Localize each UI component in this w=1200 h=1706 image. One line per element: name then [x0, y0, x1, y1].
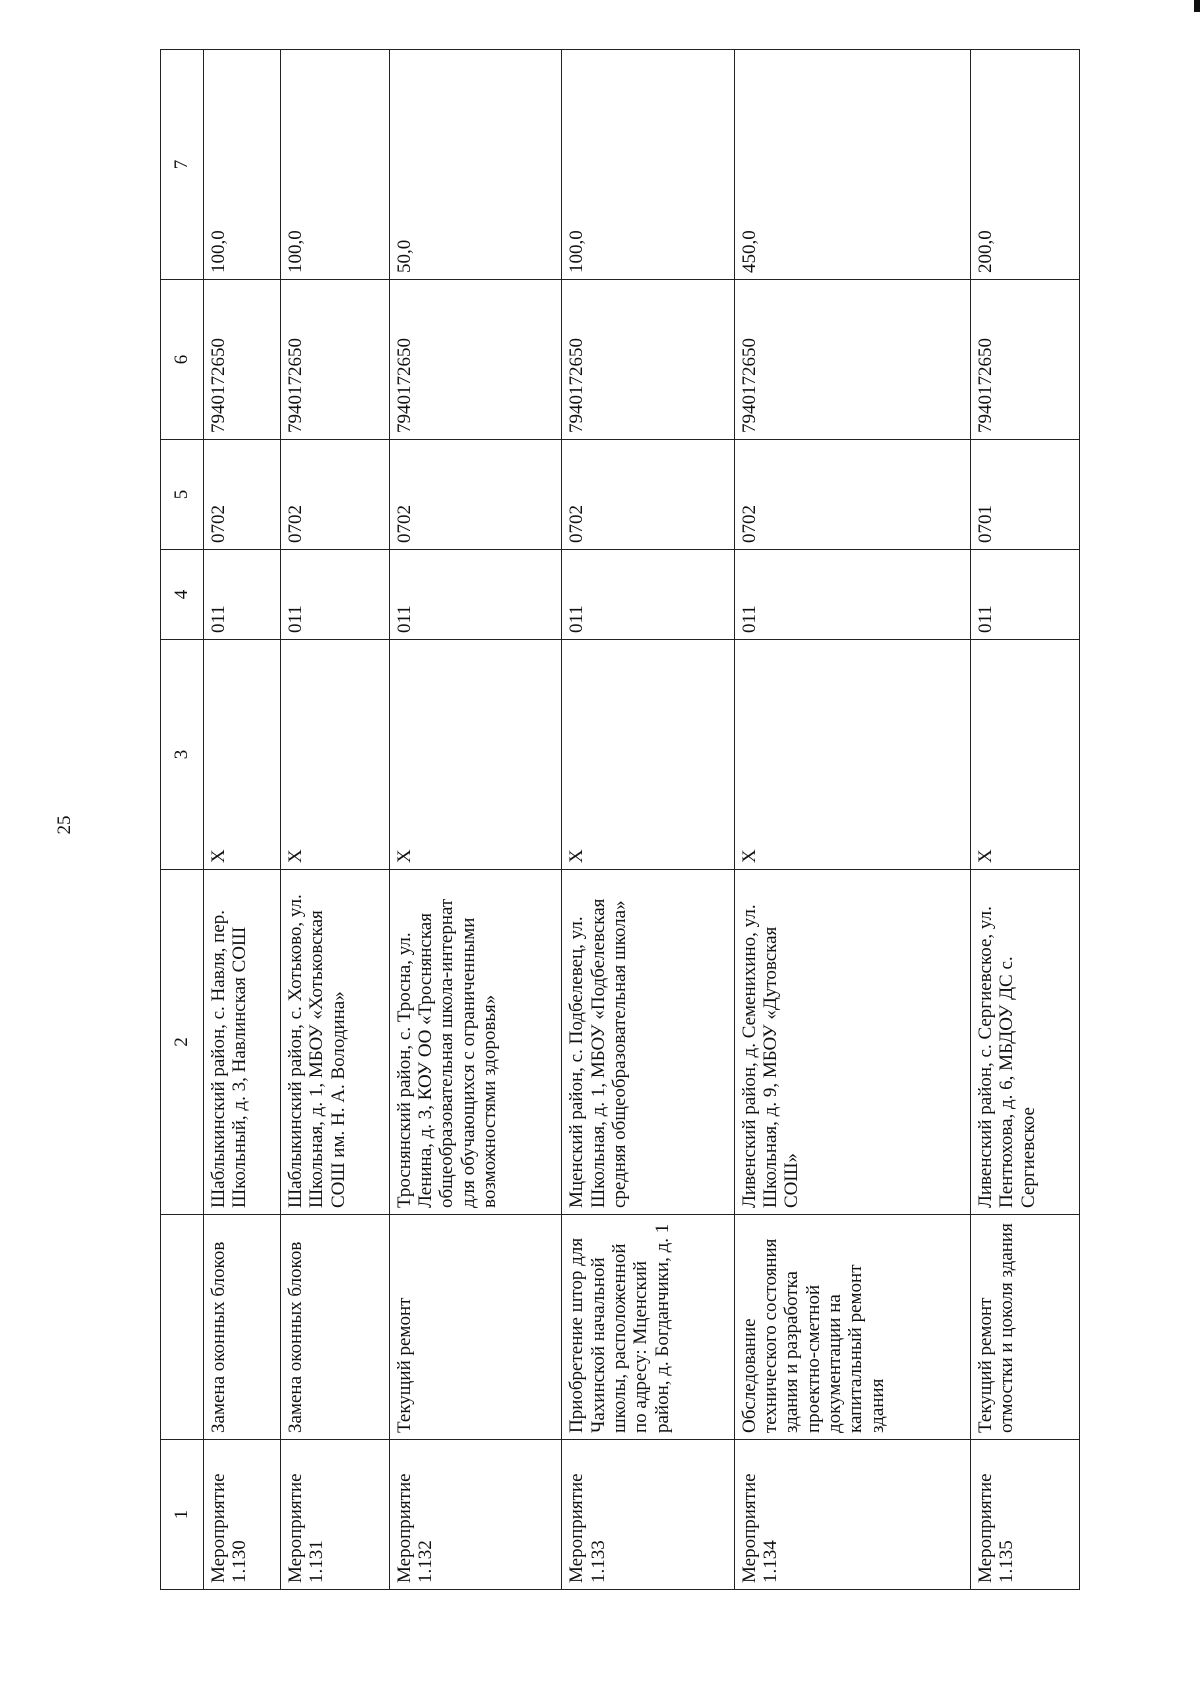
event-cell: Мероприятие 1.132 — [389, 1440, 562, 1590]
col5-cell: 0702 — [204, 440, 281, 550]
col6-cell: 7940172650 — [281, 280, 390, 440]
col6-cell: 7940172650 — [971, 280, 1080, 440]
work-cell: Обследование технического состояния здания и разработка проектно-сметной документации на капитальный ремонт здания — [734, 1215, 970, 1440]
scan-mark — [1194, 0, 1200, 12]
event-cell: Мероприятие 1.130 — [204, 1440, 281, 1590]
col5-cell: 0701 — [971, 440, 1080, 550]
column-header: 4 — [161, 550, 204, 640]
header-row — [161, 50, 204, 1590]
event-cell: Мероприятие 1.131 — [281, 1440, 390, 1590]
event-cell: Мероприятие 1.134 — [734, 1440, 970, 1590]
col4-cell: 011 — [389, 550, 562, 640]
table-row — [281, 50, 390, 1590]
col5-cell: 0702 — [389, 440, 562, 550]
location-cell: Троснянский район, с. Тросна, ул. Ленина, д. 3, КОУ ОО «Троснянская общеобразовательная школа-интернат для обучающихся с ограниченными возможностями здоровья» — [389, 870, 562, 1215]
column-header: 1 — [161, 1440, 204, 1590]
col4-cell: 011 — [734, 550, 970, 640]
col3-cell: Х — [734, 640, 970, 870]
col3-cell: Х — [389, 640, 562, 870]
col3-cell: Х — [204, 640, 281, 870]
col4-cell: 011 — [281, 550, 390, 640]
event-cell: Мероприятие 1.133 — [562, 1440, 735, 1590]
col3-cell: Х — [281, 640, 390, 870]
col4-cell: 011 — [971, 550, 1080, 640]
col6-cell: 7940172650 — [562, 280, 735, 440]
event-cell: Мероприятие 1.135 — [971, 1440, 1080, 1590]
table-container — [160, 50, 1080, 1590]
table-row — [971, 50, 1080, 1590]
column-header: 5 — [161, 440, 204, 550]
col3-cell: Х — [562, 640, 735, 870]
col6-cell: 7940172650 — [389, 280, 562, 440]
col3-cell: Х — [971, 640, 1080, 870]
location-cell: Шаблыкинский район, с. Навля, пер. Школьный, д. 3, Навлинская СОШ — [204, 870, 281, 1215]
location-cell: Мценский район, с. Подбелевец, ул. Школьная, д. 1, МБОУ «Подбелевская средняя общеобразовательная школа» — [562, 870, 735, 1215]
location-cell: Ливенский район, д. Семенихино, ул. Школьная, д. 9, МБОУ «Дутовская СОШ» — [734, 870, 970, 1215]
table-row — [204, 50, 281, 1590]
col7-cell: 50,0 — [389, 50, 562, 280]
column-header: 6 — [161, 280, 204, 440]
col5-cell: 0702 — [562, 440, 735, 550]
location-cell: Ливенский район, с. Сергиевское, ул. Пентюхова, д. 6, МБДОУ ДС с. Сергиевское — [971, 870, 1080, 1215]
col6-cell: 7940172650 — [204, 280, 281, 440]
work-cell: Текущий ремонт отмостки и цоколя здания — [971, 1215, 1080, 1440]
table-row — [562, 50, 735, 1590]
work-cell: Текущий ремонт — [389, 1215, 562, 1440]
col7-cell: 100,0 — [562, 50, 735, 280]
work-cell: Замена оконных блоков — [204, 1215, 281, 1440]
col7-cell: 450,0 — [734, 50, 970, 280]
col4-cell: 011 — [204, 550, 281, 640]
col4-cell: 011 — [562, 550, 735, 640]
col7-cell: 100,0 — [281, 50, 390, 280]
column-header: 7 — [161, 50, 204, 280]
column-header: 2 — [161, 870, 204, 1215]
work-cell: Замена оконных блоков — [281, 1215, 390, 1440]
col7-cell: 100,0 — [204, 50, 281, 280]
col7-cell: 200,0 — [971, 50, 1080, 280]
table-row — [734, 50, 970, 1590]
table-row — [389, 50, 562, 1590]
col6-cell: 7940172650 — [734, 280, 970, 440]
col5-cell: 0702 — [734, 440, 970, 550]
work-cell: Приобретение штор для Чахинской начальной школы, расположенной по адресу: Мценский район, д. Богданчики, д. 1 — [562, 1215, 735, 1440]
col5-cell: 0702 — [281, 440, 390, 550]
events-table — [160, 49, 1080, 1590]
column-header — [161, 1215, 204, 1440]
page-number: 25 — [54, 815, 75, 835]
location-cell: Шаблыкинский район, с. Хотьково, ул. Школьная, д. 1, МБОУ «Хотьковская СОШ им. Н. А. Володина» — [281, 870, 390, 1215]
column-header: 3 — [161, 640, 204, 870]
